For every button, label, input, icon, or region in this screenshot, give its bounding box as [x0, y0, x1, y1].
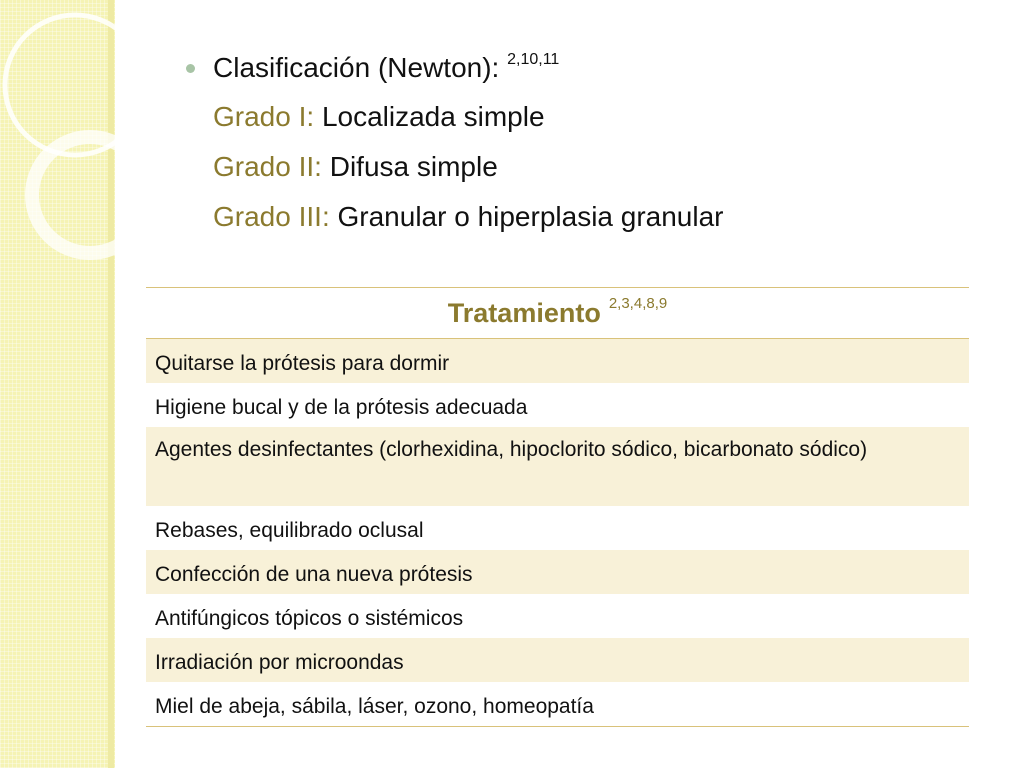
grade-3-label: Grado III: — [213, 201, 330, 232]
treatment-header-text: Tratamiento — [447, 297, 601, 328]
table-row: Higiene bucal y de la prótesis adecuada — [155, 396, 528, 419]
treatment-table — [146, 287, 969, 727]
grade-3-text: Granular o hiperplasia granular — [337, 201, 724, 232]
decorative-rings-graphic — [0, 0, 115, 768]
table-row: Quitarse la prótesis para dormir — [146, 339, 969, 383]
classification-title: Clasificación (Newton): $^{2,10,11}$ — [213, 51, 560, 83]
classification-refs: 2,10,11 — [507, 51, 560, 68]
table-row: Agentes desinfectantes (clorhexidina, hipoclorito sódico, bicarbonato sódico) — [146, 427, 969, 506]
treatment-refs: 2,3,4,8,9 — [608, 294, 668, 312]
table-row: Irradiación por microondas — [146, 638, 969, 682]
grade-2 — [213, 151, 498, 183]
grade-2-text: Difusa simple — [329, 151, 498, 182]
treatment-table-header — [146, 288, 969, 339]
table-row: Miel de abeja, sábila, láser, ozono, homeopatía — [155, 695, 594, 718]
bullet-icon — [186, 64, 195, 73]
grade-1 — [213, 101, 545, 133]
table-row: Confección de una nueva prótesis — [146, 550, 969, 594]
table-row: Rebases, equilibrado oclusal — [155, 519, 424, 542]
table-row: Antifúngicos tópicos o sistémicos — [155, 607, 464, 630]
grade-2-label: Grado II: — [213, 151, 322, 182]
grade-1-label: Grado I: — [213, 101, 315, 132]
grade-3 — [213, 201, 724, 233]
decorative-sidebar — [0, 0, 115, 768]
grade-1-text: Localizada simple — [321, 101, 545, 132]
